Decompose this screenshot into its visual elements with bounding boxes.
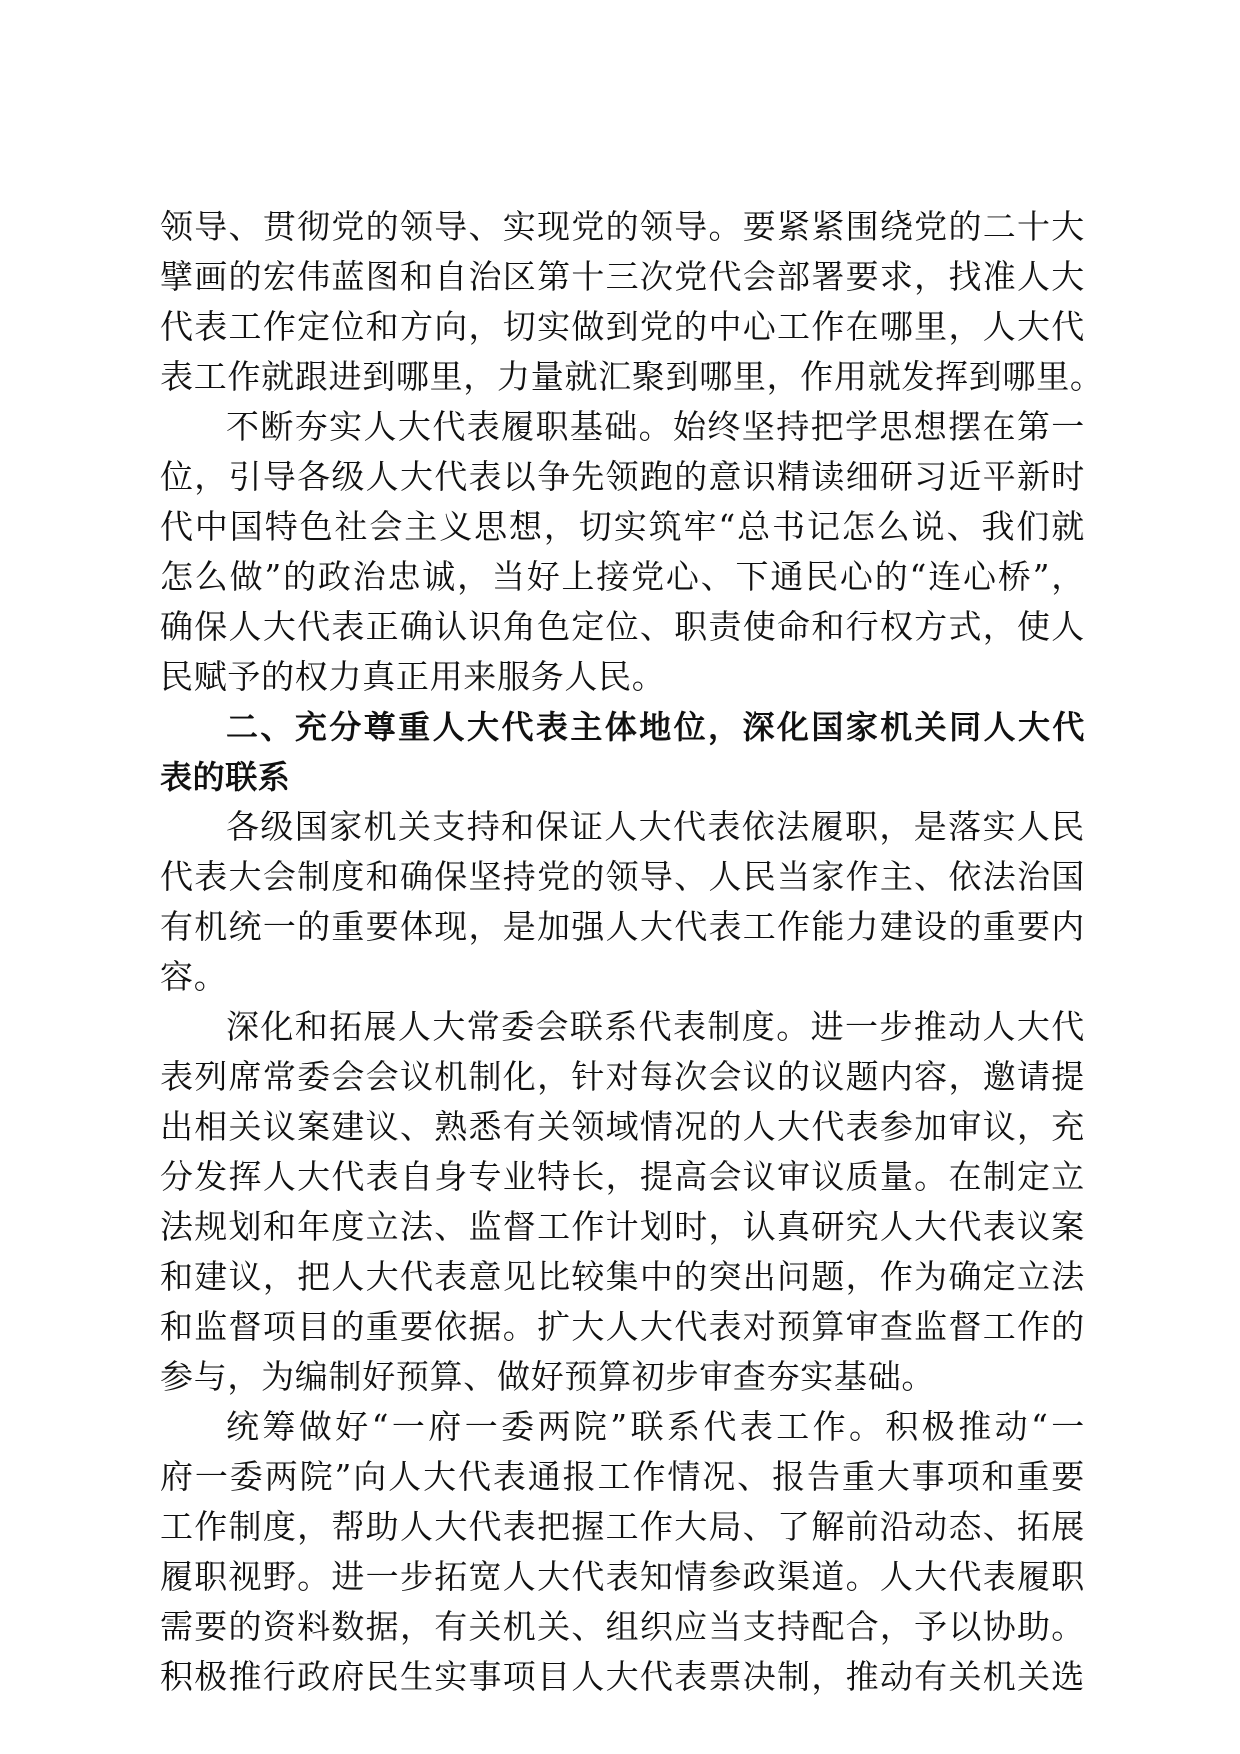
- text-line: 民赋予的权力真正用来服务人民。: [160, 657, 666, 696]
- text-line: 代中国特色社会主义思想，切实筑牢“总书记怎么说、我们就: [160, 507, 1085, 546]
- paragraph-standing-committee: [160, 1002, 1085, 1402]
- text-line: 代表工作定位和方向，切实做到党的中心工作在哪里，人大代: [160, 307, 1085, 346]
- text-line: 府一委两院”向人大代表通报工作情况、报告重大事项和重要: [160, 1457, 1085, 1496]
- text-line: 领导、贯彻党的领导、实现党的领导。要紧紧围绕党的二十大: [160, 207, 1085, 246]
- paragraph-foundation: [160, 402, 1085, 702]
- document-page: [160, 202, 1104, 1702]
- text-line: 表工作就跟进到哪里，力量就汇聚到哪里，作用就发挥到哪里。: [160, 357, 1104, 396]
- section-heading-2: [160, 702, 1085, 802]
- text-line: 和建议，把人大代表意见比较集中的突出问题，作为确定立法: [160, 1257, 1085, 1296]
- heading-line: 表的联系: [160, 758, 291, 796]
- text-line: 出相关议案建议、熟悉有关领域情况的人大代表参加审议，充: [160, 1107, 1085, 1146]
- text-line: 不断夯实人大代表履职基础。始终坚持把学思想摆在第一: [226, 407, 1085, 446]
- text-line: 表列席常委会会议机制化，针对每次会议的议题内容，邀请提: [160, 1057, 1085, 1096]
- text-line: 确保人大代表正确认识角色定位、职责使命和行权方式，使人: [160, 607, 1085, 646]
- paragraph-state-organs: [160, 802, 1085, 1002]
- text-line: 积极推行政府民生实事项目人大代表票决制，推动有关机关选: [160, 1657, 1085, 1696]
- text-line: 代表大会制度和确保坚持党的领导、人民当家作主、依法治国: [160, 857, 1085, 896]
- heading-line: 二、充分尊重人大代表主体地位，深化国家机关同人大代: [226, 708, 1085, 746]
- text-line: 擘画的宏伟蓝图和自治区第十三次党代会部署要求，找准人大: [160, 257, 1085, 296]
- text-line: 工作制度，帮助人大代表把握工作大局、了解前沿动态、拓展: [160, 1507, 1085, 1546]
- text-line: 履职视野。进一步拓宽人大代表知情参政渠道。人大代表履职: [160, 1557, 1085, 1596]
- paragraph-leadership-continued: [160, 202, 1104, 402]
- text-line: 怎么做”的政治忠诚，当好上接党心、下通民心的“连心桥”，: [160, 557, 1085, 596]
- text-line: 各级国家机关支持和保证人大代表依法履职，是落实人民: [226, 807, 1085, 846]
- text-line: 深化和拓展人大常委会联系代表制度。进一步推动人大代: [226, 1007, 1085, 1046]
- text-line: 参与，为编制好预算、做好预算初步审查夯实基础。: [160, 1357, 936, 1396]
- paragraph-government-liaison: [160, 1402, 1085, 1702]
- text-line: 分发挥人大代表自身专业特长，提高会议审议质量。在制定立: [160, 1157, 1085, 1196]
- text-line: 统筹做好“一府一委两院”联系代表工作。积极推动“一: [226, 1407, 1085, 1446]
- text-line: 位，引导各级人大代表以争先领跑的意识精读细研习近平新时: [160, 457, 1085, 496]
- text-line: 法规划和年度立法、监督工作计划时，认真研究人大代表议案: [160, 1207, 1085, 1246]
- text-line: 需要的资料数据，有关机关、组织应当支持配合，予以协助。: [160, 1607, 1085, 1646]
- text-line: 和监督项目的重要依据。扩大人大代表对预算审查监督工作的: [160, 1307, 1085, 1346]
- text-line: 容。: [160, 957, 228, 996]
- text-line: 有机统一的重要体现，是加强人大代表工作能力建设的重要内: [160, 907, 1085, 946]
